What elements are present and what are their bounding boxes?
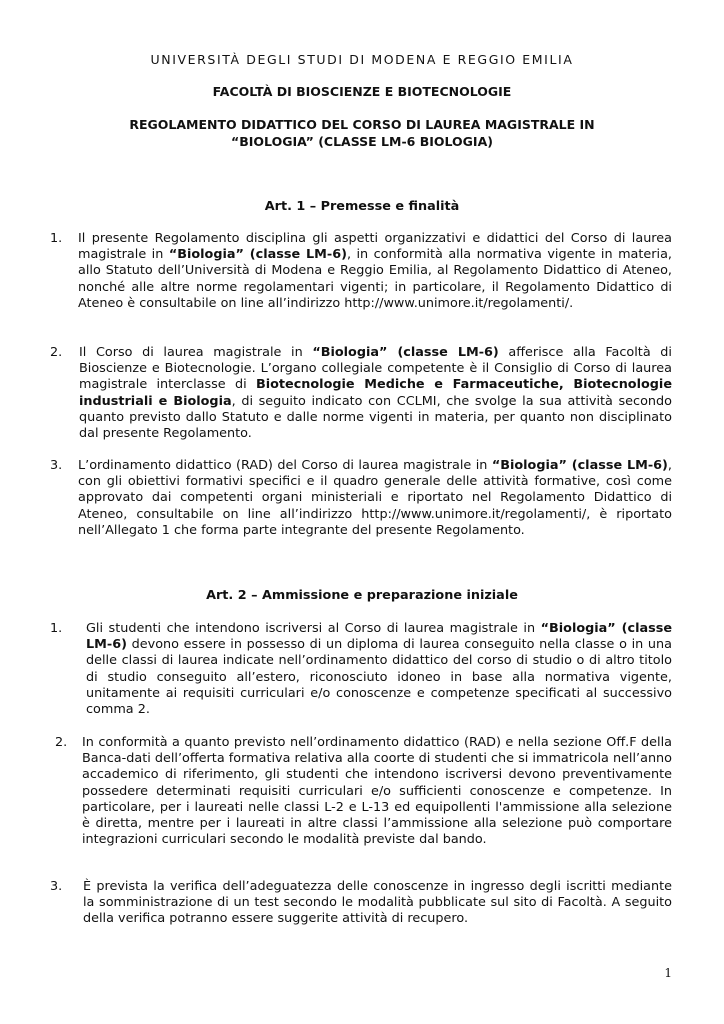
document-title bbox=[80, 116, 644, 150]
paragraph-number: 2. bbox=[55, 735, 68, 750]
article-1-heading: Art. 1 – Premesse e finalità bbox=[264, 199, 460, 214]
paragraph-text: Il presente Regolamento disciplina gli aspetti organizzativi e didattici del Corso di laurea magistrale in “Biologia” (classe LM-6), in conformità alla normativa vigente in materia, allo Statuto dell’Università di Modena e Reggio Emilia, al Regolamento Didattico di Ateneo, nonché alle altre norme regolamentari vigenti; in particolare, il Regolamento Didattico di Ateneo è consultabile on line all’indirizzo http://www.unimore.it/regolamenti/. bbox=[78, 231, 672, 311]
paragraph-number: 2. bbox=[50, 345, 63, 360]
article-2-paragraph-2 bbox=[50, 735, 672, 848]
paragraph-text: Gli studenti che intendono iscriversi al Corso di laurea magistrale in “Biologia” (classe LM-6) devono essere in possesso di un diploma di laurea conseguito nella classe o in una delle classi di laurea indicate nell’ordinamento didattico del corso di studio o di altro titolo di studio conseguito all’estero, riconosciuto idoneo in base alla normativa vigente, unitamente ai requisiti curriculari e/o conoscenze e competenze specificati al successivo comma 2. bbox=[86, 621, 673, 718]
article-1-paragraph-1 bbox=[50, 231, 672, 312]
document-title-line1: REGOLAMENTO DIDATTICO DEL CORSO DI LAUREA MAGISTRALE IN bbox=[129, 117, 595, 132]
paragraph-text: L’ordinamento didattico (RAD) del Corso di laurea magistrale in “Biologia” (classe LM-6), con gli obiettivi formativi specifici e il quadro generale delle attività formative, così come approvato dai competenti organi ministeriali e riportato nel Regolamento Didattico di Ateneo, consultabile on line all’indirizzo http://www.unimore.it/regolamenti/, è riportato nell’Allegato 1 che forma parte integrante del presente Regolamento. bbox=[78, 458, 672, 538]
paragraph-text: In conformità a quanto previsto nell’ordinamento didattico (RAD) e nella sezione Off.F della Banca-dati dell’offerta formativa relativa alla coorte di studenti che si immatricola nell’anno accademico di riferimento, gli studenti che intendono iscriversi devono preventivamente possedere determinati requisiti curriculari e/o sufficienti conoscenze e competenze. In particolare, per i laureati nelle classi L-2 e L-13 ed equipollenti l'ammissione alla selezione è diretta, mentre per i laureati in altre classi l’ammissione alla selezione può comportare integrazioni curriculari secondo le modalità previste dal bando. bbox=[82, 735, 672, 848]
article-2-paragraph-1 bbox=[50, 621, 672, 718]
paragraph-text: È prevista la verifica dell’adeguatezza delle conoscenze in ingresso degli iscritti mediante la somministrazione di un test secondo le modalità pubblicate sul sito di Facoltà. A seguito della verifica potranno essere suggerite attività di recupero. bbox=[83, 879, 672, 927]
article-2-paragraph-3 bbox=[50, 879, 672, 928]
page-number: 1 bbox=[664, 966, 672, 980]
paragraph-number: 3. bbox=[50, 458, 63, 473]
paragraph-number: 3. bbox=[50, 879, 63, 894]
article-2-heading: Art. 2 – Ammissione e preparazione iniziale bbox=[206, 588, 518, 603]
university-name: UNIVERSITÀ DEGLI STUDI DI MODENA E REGGIO EMILIA bbox=[150, 52, 574, 67]
article-1-paragraph-3 bbox=[50, 458, 672, 539]
paragraph-number: 1. bbox=[50, 621, 63, 636]
paragraph-number: 1. bbox=[50, 231, 63, 246]
paragraph-text: Il Corso di laurea magistrale in “Biologia” (classe LM-6) afferisce alla Facoltà di Bioscienze e Biotecnologie. L’organo collegiale competente è il Consiglio di Corso di laurea magistrale interclasse di Biotecnologie Mediche e Farmaceutiche, Biotecnologie industriali e Biologia, di seguito indicato con CCLMI, che svolge la sua attività secondo quanto previsto dallo Statuto e dalle norme vigenti in materia, per quanto non disciplinato dal presente Regolamento. bbox=[79, 345, 672, 442]
article-1-paragraph-2 bbox=[50, 345, 672, 442]
faculty-name: FACOLTÀ DI BIOSCIENZE E BIOTECNOLOGIE bbox=[212, 84, 512, 99]
document-title-line2: “BIOLOGIA” (CLASSE LM-6 BIOLOGIA) bbox=[231, 134, 493, 149]
